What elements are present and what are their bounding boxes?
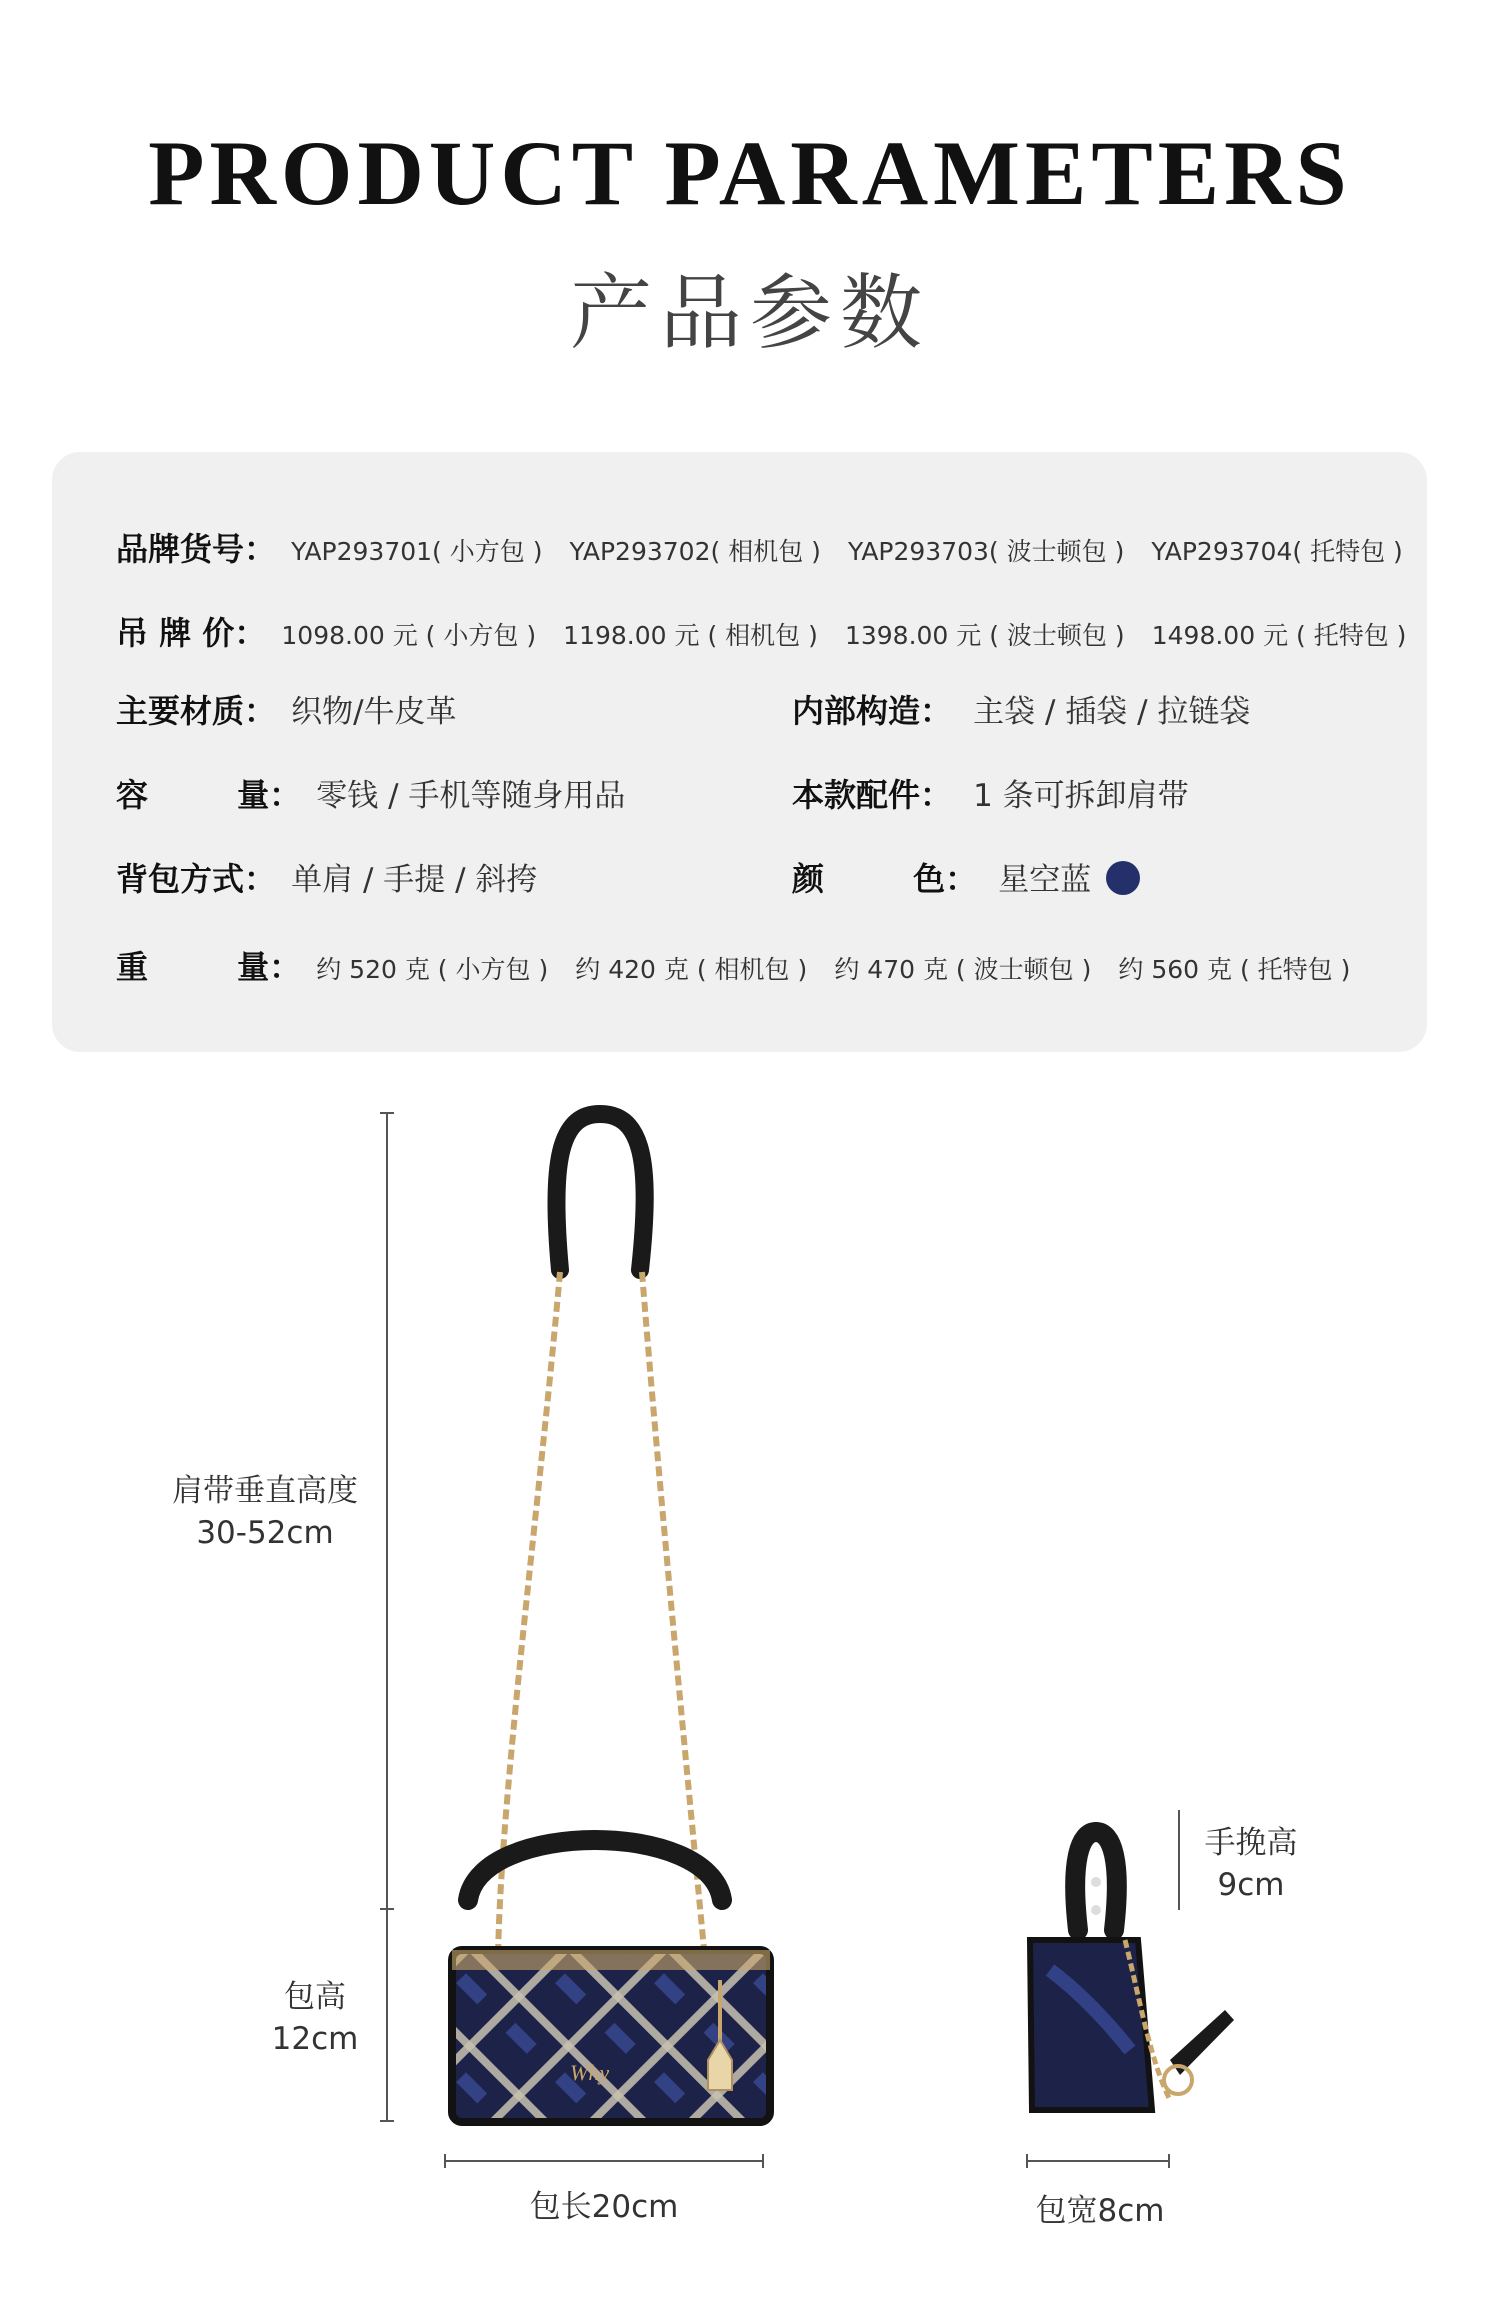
weight-value: 约 470 克 ( 波士顿包 ) — [834, 955, 1092, 984]
color-swatch — [1106, 861, 1140, 895]
capacity-value: 零钱 / 手机等随身用品 — [316, 778, 626, 814]
price-value: 1098.00 元 ( 小方包 ) — [281, 621, 537, 650]
param-row-accessories — [792, 770, 1189, 816]
handle-rivet — [1091, 1877, 1101, 1887]
strap-handle — [556, 1114, 644, 1270]
bag-front-illustration — [420, 1100, 800, 2130]
price-label: 吊 牌 价： — [116, 614, 267, 652]
material-label: 主要材质： — [116, 692, 277, 730]
handle-height-label: 手挽高 — [1204, 1825, 1298, 1861]
bag-height-label: 包高 — [284, 1979, 346, 2015]
sku-value: YAP293702( 相机包 ) — [569, 537, 821, 566]
color-label: 颜 色： — [792, 860, 978, 898]
bag-height-value: 12cm — [271, 2021, 359, 2057]
strap-drop-label: 肩带垂直高度 — [172, 1473, 358, 1509]
brand-logo: Why — [570, 2060, 610, 2085]
strap-drop-value: 30-52cm — [196, 1515, 334, 1551]
width-measure-line — [1026, 2160, 1170, 2162]
handle-height-value: 9cm — [1217, 1867, 1285, 1903]
bag-length-label: 包长20cm — [529, 2189, 679, 2225]
title-chinese: 产品参数 — [569, 266, 930, 361]
capacity-label: 容 量： — [116, 776, 302, 814]
accessories-label: 本款配件： — [792, 776, 953, 814]
weight-label: 重 量： — [116, 948, 302, 986]
sku-value: YAP293704( 托特包 ) — [1151, 537, 1403, 566]
param-row-structure — [792, 686, 1250, 732]
param-row-material — [116, 686, 457, 732]
bag-side-illustration — [1020, 1800, 1250, 2130]
price-value: 1198.00 元 ( 相机包 ) — [563, 621, 818, 650]
strap-drop-label-block — [160, 1470, 370, 1554]
price-value: 1498.00 元 ( 托特包 ) — [1151, 621, 1407, 650]
material-value: 织物/牛皮革 — [291, 694, 457, 730]
length-measure-line — [444, 2160, 764, 2162]
measure-tick — [1026, 2154, 1028, 2168]
param-row-price — [116, 608, 1406, 654]
param-row-color — [792, 854, 1140, 900]
bag-height-label-block — [255, 1976, 375, 2060]
weight-value: 约 420 克 ( 相机包 ) — [575, 955, 808, 984]
bag-body — [452, 1950, 770, 2122]
param-row-capacity — [116, 770, 625, 816]
side-body — [1030, 1940, 1152, 2110]
sku-label: 品牌货号： — [116, 530, 277, 568]
bag-width-label: 包宽8cm — [1035, 2193, 1165, 2229]
price-value: 1398.00 元 ( 波士顿包 ) — [844, 621, 1125, 650]
structure-value: 主袋 / 插袋 / 拉链袋 — [973, 694, 1251, 730]
title-english: PRODUCT PARAMETERS — [148, 122, 1352, 224]
measure-tick — [762, 2154, 764, 2168]
weight-value: 约 560 克 ( 托特包 ) — [1118, 955, 1351, 984]
accessories-value: 1 条可拆卸肩带 — [973, 778, 1189, 814]
height-measure-line — [386, 1112, 388, 2122]
param-row-weight — [116, 942, 1350, 988]
param-row-carry — [116, 854, 537, 900]
structure-label: 内部构造： — [792, 692, 953, 730]
color-value: 星空蓝 — [998, 862, 1092, 898]
carry-label: 背包方式： — [116, 860, 277, 898]
bag-top-handle — [468, 1840, 722, 1900]
handle-rivet — [1091, 1905, 1101, 1915]
measure-tick — [380, 2120, 394, 2122]
bag-chain-trim — [452, 1950, 770, 1970]
weight-value: 约 520 克 ( 小方包 ) — [316, 955, 549, 984]
param-row-sku — [116, 524, 1403, 570]
measure-tick — [380, 1908, 394, 1910]
sku-value: YAP293701( 小方包 ) — [291, 537, 543, 566]
sku-value: YAP293703( 波士顿包 ) — [847, 537, 1125, 566]
measure-tick — [1168, 2154, 1170, 2168]
measure-tick — [444, 2154, 446, 2168]
carry-value: 单肩 / 手提 / 斜挎 — [291, 862, 538, 898]
measure-tick — [380, 1112, 394, 1114]
